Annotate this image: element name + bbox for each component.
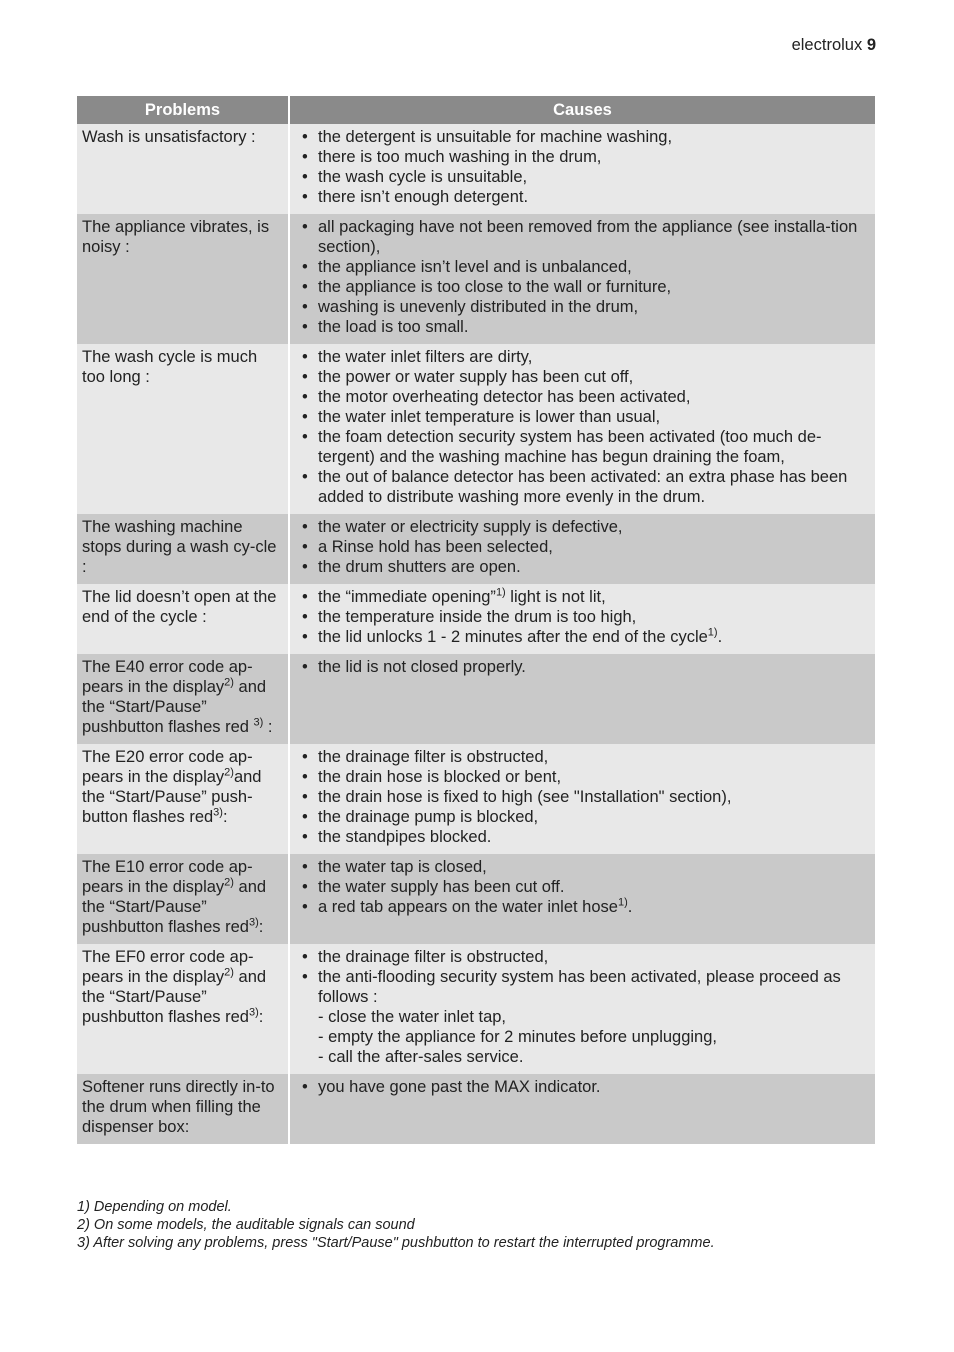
step-item [296,1047,861,1067]
text-fragment: the “immediate opening” [318,588,496,606]
text-fragment: the water tap is closed, [318,858,487,876]
problem-cell [77,214,289,344]
cause-item [296,827,861,847]
causes-list [296,947,861,1067]
cause-item [296,187,861,207]
problem-cell [77,584,289,654]
problem-cell [77,124,289,214]
text-fragment: a Rinse hold has been selected, [318,538,553,556]
cause-item [296,517,861,537]
text-fragment: and the “Start/Pause” pushbutton flashes red [82,878,267,936]
footnote-ref: 3) [213,806,223,819]
cause-item [296,857,861,877]
text-fragment: and the “Start/Pause” pushbutton flashes red [82,678,267,736]
text-fragment: the water supply has been cut off. [318,878,565,896]
text-fragment: - call the after-sales service. [318,1048,524,1066]
step-item [296,1007,861,1027]
text-fragment: Wash is unsatisfactory : [82,128,256,146]
text-fragment: Softener runs directly in-to the drum when filling the dispenser box: [82,1078,275,1136]
footnote-1: 1) Depending on model. [77,1199,232,1215]
cause-item [296,167,861,187]
footnotes [77,1198,715,1252]
text-fragment: The EF0 error code ap-pears in the display [82,948,254,986]
page-header [792,36,876,55]
causes-cell [289,654,875,744]
problem-cell [77,944,289,1074]
problem-cell [77,1074,289,1144]
footnote-2: 2) On some models, the auditable signals can sound [77,1217,415,1233]
text-fragment: there is too much washing in the drum, [318,148,602,166]
text-fragment: The wash cycle is much too long : [82,348,258,386]
causes-list [296,657,861,677]
text-fragment: and the “Start/Pause” pushbutton flashes red [82,968,267,1026]
text-fragment: all packaging have not been removed from the appliance (see installa-tion section), [318,218,858,256]
problem-cell [77,854,289,944]
text-fragment: : [222,808,228,826]
table-row [77,214,875,344]
text-fragment: - empty the appliance for 2 minutes before unplugging, [318,1028,717,1046]
causes-cell [289,514,875,584]
causes-cell [289,944,875,1074]
cause-item [296,587,861,607]
troubleshooting-table [77,96,875,1144]
causes-list [296,587,861,647]
text-fragment: The lid doesn’t open at the end of the cycle : [82,588,277,626]
text-fragment: the drainage filter is obstructed, [318,948,549,966]
text-fragment: the appliance is too close to the wall or furniture, [318,278,672,296]
causes-cell [289,1074,875,1144]
column-header-causes: Causes [289,96,875,124]
text-fragment: the drainage pump is blocked, [318,808,539,826]
problem-cell [77,654,289,744]
table-row [77,514,875,584]
cause-item [296,407,861,427]
table-row [77,654,875,744]
cause-item [296,747,861,767]
text-fragment: the wash cycle is unsuitable, [318,168,528,186]
causes-cell [289,854,875,944]
text-fragment: and the “Start/Pause” push-button flashes red [82,768,262,826]
cause-item [296,347,861,367]
cause-item [296,467,861,507]
cause-item [296,807,861,827]
cause-item [296,657,861,677]
text-fragment: the drum shutters are open. [318,558,521,576]
text-fragment: the drainage filter is obstructed, [318,748,549,766]
causes-cell [289,124,875,214]
text-fragment: The E10 error code ap-pears in the display [82,858,253,896]
problem-cell [77,514,289,584]
footnote-ref: 3) [248,916,259,929]
causes-list [296,747,861,847]
text-fragment: . [627,898,633,916]
table-row [77,944,875,1074]
cause-item [296,427,861,467]
cause-item [296,627,861,647]
text-fragment: the anti-flooding security system has been activated, please proceed as follows : [318,968,841,1006]
causes-list [296,857,861,917]
cause-item [296,767,861,787]
cause-item [296,277,861,297]
column-header-problems: Problems [77,96,289,124]
cause-item [296,787,861,807]
text-fragment: the foam detection security system has been activated (too much de-tergent) and the washing machine has begun draining the foam, [318,428,822,466]
causes-cell [289,214,875,344]
problem-cell [77,744,289,854]
cause-item [296,947,861,967]
text-fragment: there isn’t enough detergent. [318,188,529,206]
text-fragment: : [258,918,264,936]
text-fragment: a red tab appears on the water inlet hose [318,898,618,916]
cause-item [296,147,861,167]
text-fragment: the load is too small. [318,318,469,336]
text-fragment: the motor overheating detector has been activated, [318,388,691,406]
text-fragment: The washing machine stops during a wash cy-cle : [82,518,277,576]
table-row [77,124,875,214]
table-body [77,124,875,1144]
table-row [77,744,875,854]
causes-list [296,517,861,577]
text-fragment: the standpipes blocked. [318,828,492,846]
text-fragment: : [258,1008,264,1026]
problem-cell [77,344,289,514]
table-header-row [77,96,875,124]
text-fragment: the detergent is unsuitable for machine washing, [318,128,673,146]
footnote-ref: 2) [224,876,234,889]
text-fragment: The E20 error code ap-pears in the display [82,748,253,786]
text-fragment: the water inlet filters are dirty, [318,348,533,366]
causes-cell [289,584,875,654]
footnote-ref: 1) [617,896,628,909]
footnote-3: 3) After solving any problems, press "Start/Pause" pushbutton to restart the interrupted programme. [77,1235,715,1251]
cause-item [296,257,861,277]
page-number: 9 [866,36,876,54]
cause-item [296,967,861,1007]
brand-name: electrolux [791,36,863,54]
cause-item [296,877,861,897]
text-fragment: the temperature inside the drum is too high, [318,608,637,626]
cause-item [296,317,861,337]
cause-item [296,217,861,257]
cause-item [296,897,861,917]
cause-item [296,537,861,557]
text-fragment: washing is unevenly distributed in the drum, [318,298,639,316]
text-fragment: the lid unlocks 1 - 2 minutes after the end of the cycle [318,628,708,646]
text-fragment: - close the water inlet tap, [318,1008,507,1026]
text-fragment: you have gone past the MAX indicator. [318,1078,601,1096]
text-fragment: the water or electricity supply is defective, [318,518,623,536]
footnote-ref: 1) [495,586,506,599]
cause-item [296,607,861,627]
causes-list [296,217,861,337]
text-fragment: . [717,628,723,646]
footnote-ref: 3) [253,716,264,729]
cause-item [296,297,861,317]
table-row [77,344,875,514]
text-fragment: The E40 error code ap-pears in the display [82,658,253,696]
step-item [296,1027,861,1047]
text-fragment: the drain hose is blocked or bent, [318,768,562,786]
table-row [77,854,875,944]
cause-item [296,127,861,147]
footnote-ref: 1) [707,626,718,639]
cause-item [296,1077,861,1097]
table-row [77,584,875,654]
cause-item [296,557,861,577]
text-fragment: the water inlet temperature is lower than usual, [318,408,661,426]
footnote-ref: 2) [224,766,234,779]
text-fragment: light is not lit, [505,588,606,606]
footnote-ref: 2) [224,676,234,689]
text-fragment: the power or water supply has been cut off, [318,368,634,386]
table-row [77,1074,875,1144]
cause-item [296,367,861,387]
text-fragment: the lid is not closed properly. [318,658,526,676]
text-fragment: The appliance vibrates, is noisy : [82,218,270,256]
footnote-ref: 2) [224,966,234,979]
text-fragment: the out of balance detector has been activated: an extra phase has been added to distribute washing more evenly in the drum. [318,468,848,506]
cause-item [296,387,861,407]
footnote-ref: 3) [248,1006,259,1019]
text-fragment: the drain hose is fixed to high (see "Installation" section), [318,788,732,806]
causes-list [296,347,861,507]
text-fragment: the appliance isn’t level and is unbalanced, [318,258,632,276]
causes-cell [289,344,875,514]
text-fragment: : [263,718,273,736]
causes-list [296,127,861,207]
causes-list [296,1077,861,1097]
causes-cell [289,744,875,854]
